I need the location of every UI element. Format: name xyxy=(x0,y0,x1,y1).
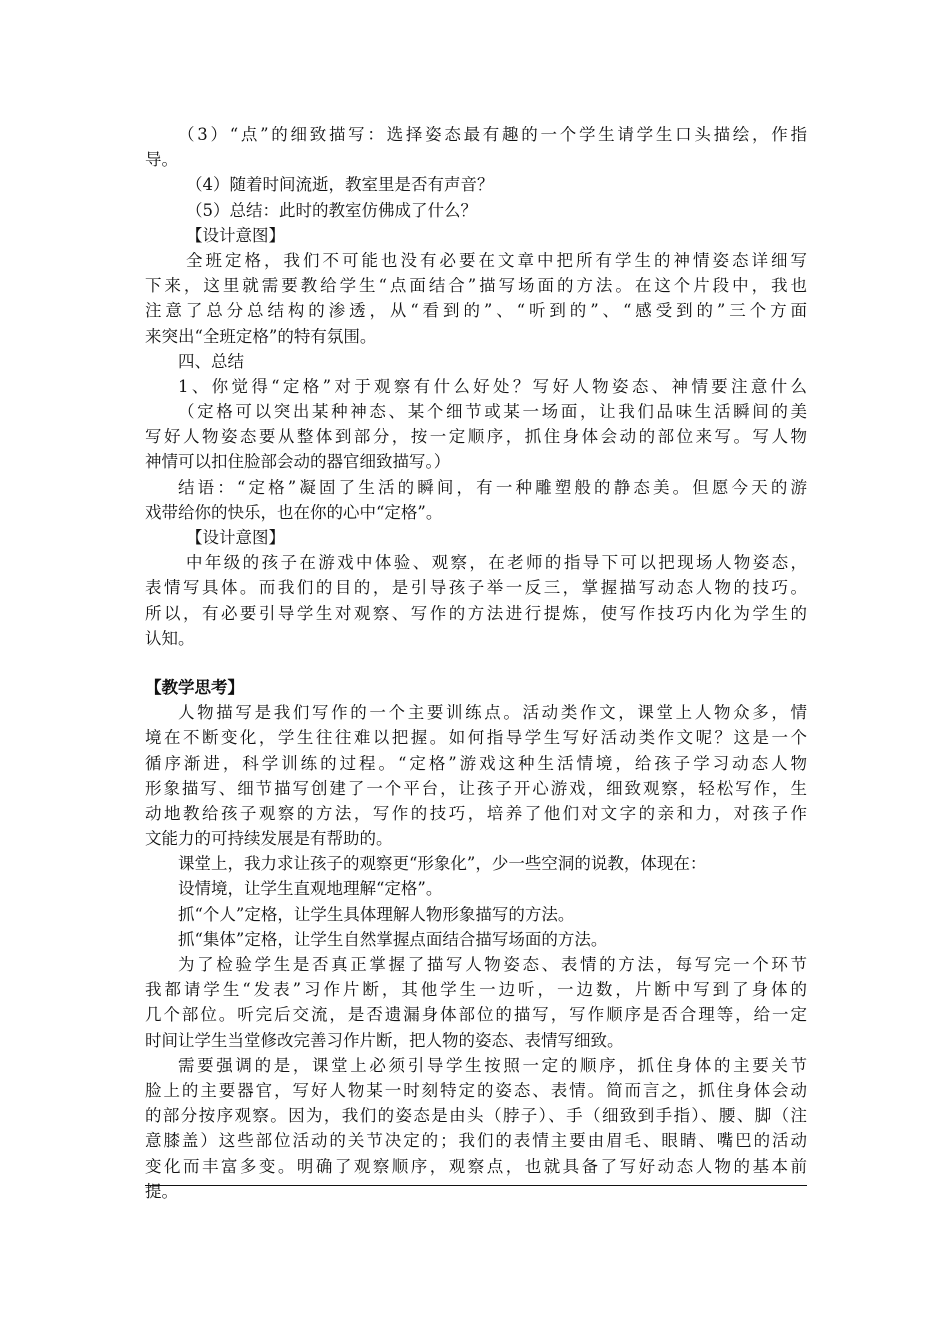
design-intent-2-line: 表情写具体。而我们的目的，是引导孩子举一反三，掌握描写动态人物的技巧。 xyxy=(145,578,807,598)
conclusion-line: 戏带给你的快乐，也在你的心中“定格”。 xyxy=(145,502,443,522)
summary-answer-line: （定格可以突出某种神态、某个细节或某一场面，让我们品味生活瞬间的美 xyxy=(178,402,807,422)
item-4: （4）随着时间流逝，教室里是否有声音？ xyxy=(186,175,494,195)
reflection-para1-line: 动地教给孩子观察的方法，写作的技巧，培养了他们对文字的亲和力，对孩子作 xyxy=(145,803,807,823)
design-intent-2-line: 所以，有必要引导学生对观察、写作的方法进行提炼，使写作技巧内化为学生的 xyxy=(145,603,807,623)
design-intent-2-line: 中年级的孩子在游戏中体验、观察，在老师的指导下可以把现场人物姿态， xyxy=(186,553,807,573)
reflection-para1-line: 形象描写、细节描写创建了一个平台，让孩子开心游戏，细致观察，轻松写作，生 xyxy=(145,778,807,798)
summary-heading: 四、总结 xyxy=(178,351,244,371)
reflection-para6-line: 几个部位。听完后交流，是否遗漏身体部位的描写，写作顺序是否合理等，给一定 xyxy=(145,1005,807,1025)
reflection-para6-line: 为了检验学生是否真正掌握了描写人物姿态、表情的方法，每写完一个环节 xyxy=(178,955,807,974)
reflection-para7-line: 提。 xyxy=(145,1181,178,1201)
reflection-para1-line: 人物描写是我们写作的一个主要训练点。活动类作文，课堂上人物众多，情 xyxy=(178,703,807,723)
summary-answer-line: 神情可以扣住脸部会动的器官细致描写。） xyxy=(145,452,451,472)
item-3-line-2: 导。 xyxy=(145,150,178,170)
reflection-para1-line: 境在不断变化，学生往往难以把握。如何指导学生写好活动类作文呢？这是一个 xyxy=(145,728,807,748)
reflection-heading: 【教学思考】 xyxy=(145,677,244,697)
summary-question: 1、你觉得“定格”对于观察有什么好处？写好人物姿态、神情要注意什么 xyxy=(178,376,807,396)
reflection-para1-line: 文能力的可持续发展是有帮助的。 xyxy=(145,829,393,849)
design-intent-1-line: 全班定格，我们不可能也没有必要在文章中把所有学生的神情姿态详细写 xyxy=(186,250,807,270)
reflection-para7-line: 变化而丰富多变。明确了观察顺序，观察点，也就具备了写好动态人物的基本前 xyxy=(145,1156,807,1176)
document-page xyxy=(145,122,807,1204)
reflection-para7-line: 的部分按序观察。因为，我们的姿态是由头（脖子）、手（细致到手指）、腰、脚（注 xyxy=(145,1106,807,1126)
footer-divider xyxy=(145,1185,807,1186)
reflection-para7-line: 意膝盖）这些部位活动的关节决定的；我们的表情主要由眉毛、眼睛、嘴巴的活动 xyxy=(145,1131,807,1151)
summary-answer-line: 写好人物姿态要从整体到部分，按一定顺序，抓住身体会动的部位来写。写人物 xyxy=(145,427,807,447)
reflection-para4: 抓“个人”定格，让学生具体理解人物形象描写的方法。 xyxy=(178,904,575,924)
item-5: （5）总结：此时的教室仿佛成了什么？ xyxy=(186,200,477,220)
reflection-para7-line: 脸上的主要器官，写好人物某一时刻特定的姿态、表情。简而言之，抓住身体会动 xyxy=(145,1080,807,1100)
reflection-para7-line: 需要强调的是，课堂上必须引导学生按照一定的顺序，抓住身体的主要关节 xyxy=(178,1055,807,1075)
reflection-para1-line: 循序渐进，科学训练的过程。“定格”游戏这种生活情境，给孩子学习动态人物 xyxy=(145,753,807,773)
reflection-para5: 抓“集体”定格，让学生自然掌握点面结合描写场面的方法。 xyxy=(178,929,608,949)
reflection-para6-line: 时间让学生当堂修改完善习作片断，把人物的姿态、表情写细致。 xyxy=(145,1030,624,1050)
section-spacer xyxy=(145,651,807,675)
design-intent-label-1: 【设计意图】 xyxy=(186,225,285,245)
design-intent-1-line: 来突出“全班定格”的特有氛围。 xyxy=(145,326,377,346)
conclusion-line: 结语：“定格”凝固了生活的瞬间，有一种雕塑般的静态美。但愿今天的游 xyxy=(178,477,807,497)
reflection-para2: 课堂上，我力求让孩子的观察更“形象化”，少一些空洞的说教，体现在： xyxy=(178,854,707,874)
design-intent-1-line: 下来，这里就需要教给学生“点面结合”描写场面的方法。在这个片段中，我也 xyxy=(145,276,807,296)
item-3-line-1: （3）“点”的细致描写：选择姿态最有趣的一个学生请学生口头描绘，作指 xyxy=(178,125,807,144)
design-intent-label-2: 【设计意图】 xyxy=(186,528,285,547)
design-intent-1-line: 注意了总分总结构的渗透，从“看到的”、“听到的”、“感受到的”三个方面 xyxy=(145,301,807,321)
design-intent-2-line: 认知。 xyxy=(145,628,195,648)
reflection-para3: 设情境，让学生直观地理解“定格”。 xyxy=(178,879,443,899)
reflection-para6-line: 我都请学生“发表”习作片断，其他学生一边听，一边数，片断中写到了身体的 xyxy=(145,980,807,1000)
